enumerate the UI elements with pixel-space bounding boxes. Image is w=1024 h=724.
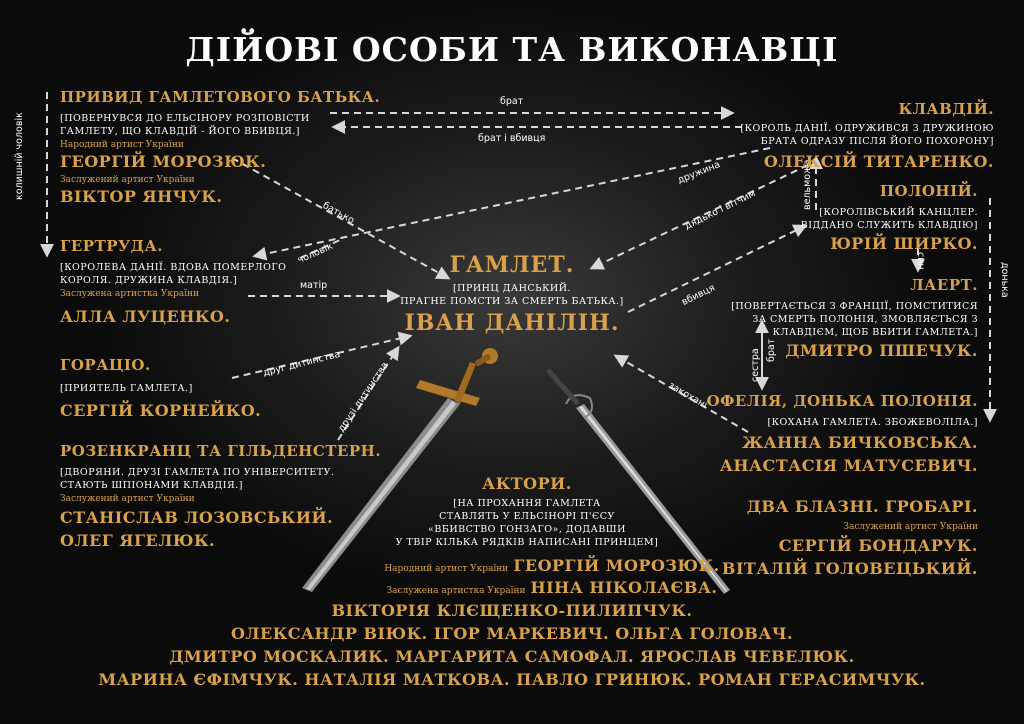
clowns-actor-2: ВІТАЛІЙ ГОЛОВЕЦЬКИЙ. xyxy=(721,559,978,578)
actors-line-1 xyxy=(40,556,1024,575)
ghost-block xyxy=(60,88,380,206)
relation-uncle: дядько і вітчим xyxy=(683,188,758,232)
rosencrantz-desc-2: СТАЮТЬ ШПІОНАМИ КЛАВДІЯ.] xyxy=(60,480,243,491)
actors-title-1: Народний артист України xyxy=(384,564,509,574)
polonius-name: ПОЛОНІЙ. xyxy=(879,182,978,200)
relation-brother-sibling: брат xyxy=(766,338,777,362)
claudius-desc-1: [КОРОЛЬ ДАНІЇ. ОДРУЖИВСЯ З ДРУЖИНОЮ xyxy=(740,123,994,134)
claudius-name: КЛАВДІЙ. xyxy=(898,100,994,118)
ophelia-name: ОФЕЛІЯ, ДОНЬКА ПОЛОНІЯ. xyxy=(706,392,978,410)
actors-actor-2: НІНА НІКОЛАЄВА. xyxy=(530,578,718,597)
relation-former-husband: колишній чоловік xyxy=(14,112,25,200)
claudius-block xyxy=(740,100,994,171)
relation-killer: вбивця xyxy=(680,282,717,308)
actors-cast-line-3: ДМИТРО МОСКАЛИК. МАРГАРИТА САМОФАЛ. ЯРОСЛАВ ЧЕВЕЛЮК. xyxy=(169,647,855,666)
relation-childhood-friends: друзі дитинства xyxy=(336,360,391,435)
relation-wife: дружина xyxy=(676,159,722,187)
gertrude-title-1: Заслужена артистка України xyxy=(60,289,199,299)
laertes-name: ЛАЕРТ. xyxy=(910,276,978,294)
actors-title-2: Заслужена артистка України xyxy=(386,586,526,596)
ghost-desc-1: [ПОВЕРНУВСЯ ДО ЕЛЬСІНОРУ РОЗПОВІСТИ xyxy=(60,113,310,124)
rosencrantz-name: РОЗЕНКРАНЦ ТА ГІЛЬДЕНСТЕРН. xyxy=(60,442,382,460)
relation-in-love: закохані xyxy=(666,380,709,411)
ghost-actor-1: ГЕОРГІЙ МОРОЗЮК. xyxy=(60,152,267,171)
actors-name: АКТОРИ. xyxy=(482,474,572,493)
laertes-desc-3: КЛАВДІЄМ, ЩОБ ВБИТИ ГАМЛЕТА.] xyxy=(772,327,978,338)
clowns-title-1: Заслужений артист України xyxy=(843,522,978,532)
actors-cast-line-2: ОЛЕКСАНДР ВІЮК. ІГОР МАРКЕВИЧ. ОЛЬГА ГОЛОВАЧ. xyxy=(230,624,794,643)
polonius-actor-1: ЮРІЙ ШИРКО. xyxy=(830,234,978,253)
ghost-actor-2: ВІКТОР ЯНЧУК. xyxy=(60,187,223,206)
polonius-desc-2: ВІДДАНО СЛУЖИТЬ КЛАВДІЮ] xyxy=(800,220,978,231)
gertrude-name: ГЕРТРУДА. xyxy=(60,237,163,255)
actors-actor-1: ГЕОРГІЙ МОРОЗЮК. xyxy=(513,556,720,575)
claudius-actor-1: ОЛЕКСІЙ ТИТАРЕНКО. xyxy=(763,152,994,171)
horatio-name: ГОРАЦІО. xyxy=(60,356,151,374)
ophelia-actor-2: АНАСТАСІЯ МАТУСЕВИЧ. xyxy=(719,456,978,475)
ophelia-actor-1: ЖАННА БИЧКОВСЬКА. xyxy=(742,433,978,452)
hamlet-desc-1: [ПРИНЦ ДАНСЬКИЙ. xyxy=(452,283,572,294)
relation-sister: сестра xyxy=(750,348,761,382)
gertrude-desc-1: [КОРОЛЕВА ДАНІЇ. ВДОВА ПОМЕРЛОГО xyxy=(60,262,287,273)
ghost-desc-2: ГАМЛЕТУ, ЩО КЛАВДІЙ - ЙОГО ВБИВЦЯ.] xyxy=(60,126,301,137)
polonius-block xyxy=(801,182,978,253)
rosencrantz-actor-1: СТАНІСЛАВ ЛОЗОВСЬКИЙ. xyxy=(60,508,334,527)
rosencrantz-desc-1: [ДВОРЯНИ. ДРУЗІ ГАМЛЕТА ПО УНІВЕРСИТЕТУ. xyxy=(60,467,335,478)
page-title: ДІЙОВІ ОСОБИ ТА ВИКОНАВЦІ xyxy=(185,30,839,69)
relation-brother: брат xyxy=(500,96,524,107)
gertrude-actor-1: АЛЛА ЛУЦЕНКО. xyxy=(60,307,231,326)
relation-son: син xyxy=(915,252,926,270)
hamlet-desc-2: ПРАГНЕ ПОМСТИ ЗА СМЕРТЬ БАТЬКА.] xyxy=(400,296,624,307)
ophelia-block xyxy=(707,392,978,475)
actors-block xyxy=(392,474,662,549)
actors-desc-2: СТАВЛЯТЬ У ЕЛЬСІНОРІ П'ЄСУ xyxy=(439,511,615,522)
actors-desc-3: «ВБИВСТВО ГОНЗАГО», ДОДАВШИ xyxy=(428,524,626,535)
laertes-block xyxy=(731,276,978,360)
ghost-title-1: Народний артист України xyxy=(60,140,184,150)
relation-childhood-friend: друг дитинства xyxy=(262,348,342,379)
gertrude-desc-2: КОРОЛЯ. ДРУЖИНА КЛАВДІЯ.] xyxy=(60,275,238,286)
horatio-actor-1: СЕРГІЙ КОРНЕЙКО. xyxy=(60,401,262,420)
ghost-title-2: Заслужений артист України xyxy=(60,175,195,185)
relation-daughter: донька xyxy=(999,262,1010,298)
hamlet-name: ГАМЛЕТ. xyxy=(449,252,575,278)
relation-father: батько xyxy=(320,200,357,227)
laertes-actor-1: ДМИТРО ПШЕЧУК. xyxy=(785,341,978,360)
ophelia-desc-1: [КОХАНА ГАМЛЕТА. ЗБОЖЕВОЛІЛА.] xyxy=(767,417,978,428)
hamlet-actor-1: ІВАН ДАНІЛІН. xyxy=(404,310,620,336)
rosencrantz-actor-2: ОЛЕГ ЯГЕЛЮК. xyxy=(60,531,216,550)
relation-courtier: вельможа xyxy=(802,159,813,210)
actors-desc-1: [НА ПРОХАННЯ ГАМЛЕТА xyxy=(453,498,601,509)
actors-cast-line-1: ВІКТОРІЯ КЛЄЩЕНКО-ПИЛИПЧУК. xyxy=(331,601,693,620)
laertes-desc-2: ЗА СМЕРТЬ ПОЛОНІЯ, ЗМОВЛЯЄТЬСЯ З xyxy=(752,314,978,325)
claudius-desc-2: БРАТА ОДРАЗУ ПІСЛЯ ЙОГО ПОХОРОНУ] xyxy=(760,136,994,147)
gertrude-block xyxy=(60,237,286,326)
rosencrantz-block xyxy=(60,442,381,550)
relation-brother-killer: брат і вбивця xyxy=(478,133,546,144)
rosencrantz-title-1: Заслужений артист України xyxy=(60,494,195,504)
clowns-actor-1: СЕРГІЙ БОНДАРУК. xyxy=(778,536,978,555)
actors-desc-4: У ТВІР КІЛЬКА РЯДКІВ НАПИСАНІ ПРИНЦЕМ] xyxy=(395,537,659,548)
horatio-desc-1: [ПРИЯТЕЛЬ ГАМЛЕТА.] xyxy=(60,383,193,394)
relation-mother: матір xyxy=(300,280,328,291)
laertes-desc-1: [ПОВЕРТАЄТЬСЯ З ФРАНЦІЇ, ПОМСТИТИСЯ xyxy=(731,301,978,312)
ghost-name: ПРИВИД ГАМЛЕТОВОГО БАТЬКА. xyxy=(60,88,381,106)
clowns-name: ДВА БЛАЗНІ. ГРОБАРІ. xyxy=(746,497,978,516)
hamlet-block xyxy=(392,252,632,336)
relation-husband: чоловік xyxy=(296,240,335,267)
horatio-block xyxy=(60,356,261,420)
actors-line-2 xyxy=(40,578,1024,597)
polonius-desc-1: [КОРОЛІВСЬКИЙ КАНЦЛЕР. xyxy=(819,207,978,218)
actors-cast-line-4: МАРИНА ЄФІМЧУК. НАТАЛІЯ МАТКОВА. ПАВЛО ГРИНЮК. РОМАН ГЕРАСИМЧУК. xyxy=(98,670,926,689)
